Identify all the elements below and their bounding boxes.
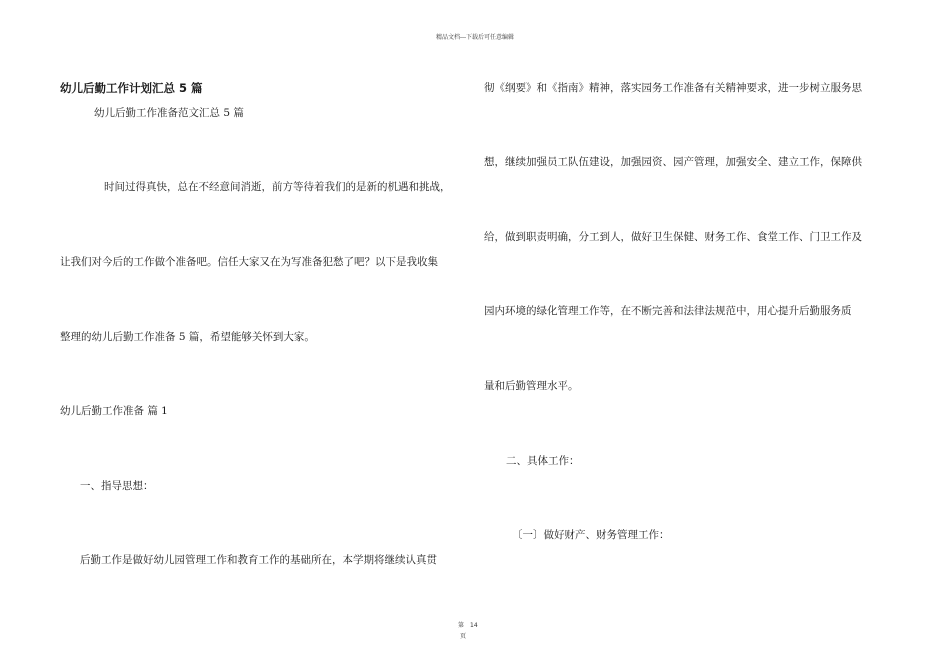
footer-prefix: 第 <box>458 622 465 629</box>
paragraph-line: 整理的幼儿后勤工作准备 5 篇，希望能够关怀到大家。 <box>60 331 315 343</box>
section-heading: 幼儿后勤工作准备 篇 1 <box>60 405 168 417</box>
document-subtitle: 幼儿后勤工作准备范文汇总 5 篇 <box>94 107 244 119</box>
page-header: 精品文档---下载后可任意编辑 <box>435 34 515 41</box>
page-number: 14 <box>470 622 478 629</box>
document-title: 幼儿后勤工作计划汇总 5 篇 <box>60 81 203 95</box>
paragraph-line: 后勤工作是做好幼儿园管理工作和教育工作的基础所在，本学期将继续认真贯 <box>80 554 437 566</box>
paragraph-line: 想，继续加强员工队伍建设，加强园资、园产管理，加强安全、建立工作，保障供 <box>484 156 862 168</box>
section-heading: 二、具体工作： <box>506 455 580 467</box>
page-footer <box>458 622 478 640</box>
footer-suffix: 页 <box>460 633 467 640</box>
paragraph-line: 彻《纲要》和《指南》精神，落实园务工作准备有关精神要求，进一步树立服务思 <box>484 82 862 94</box>
paragraph-line: 时间过得真快，总在不经意间消逝，前方等待着我们的是新的机遇和挑战， <box>104 181 451 193</box>
section-heading: 一、指导思想： <box>80 480 154 492</box>
paragraph-line: 量和后勤管理水平。 <box>484 380 579 392</box>
paragraph-line: 让我们对今后的工作做个准备吧。信任大家又在为写准备犯愁了吧？以下是我收集 <box>60 256 438 268</box>
paragraph-line: 给，做到职责明确，分工到人，做好卫生保健、财务工作、食堂工作、门卫工作及 <box>484 231 862 243</box>
section-heading: 〔一〕做好财产、财务管理工作： <box>512 529 670 541</box>
paragraph-line: 园内环境的绿化管理工作等，在不断完善和法律法规范中，用心提升后勤服务质 <box>484 305 852 317</box>
